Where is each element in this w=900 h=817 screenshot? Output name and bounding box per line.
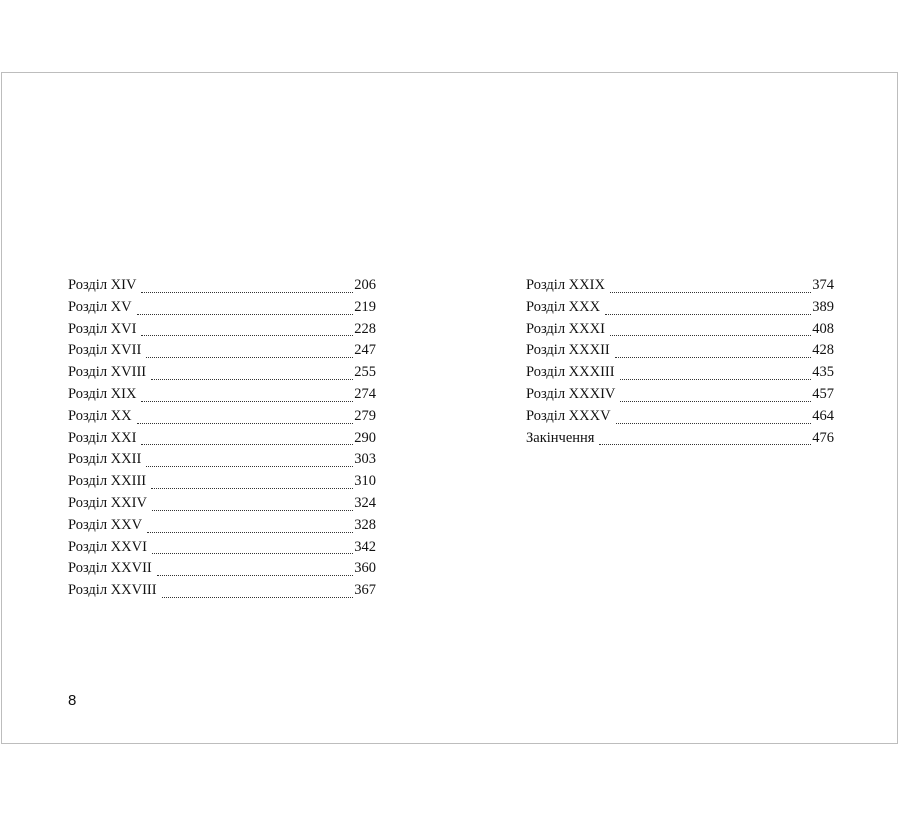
toc-entry	[526, 340, 834, 362]
toc-left-column	[68, 275, 376, 602]
toc-entry-label: Розділ XX	[68, 407, 132, 424]
toc-entry	[526, 384, 834, 406]
toc-entry-page-number: 476	[812, 429, 834, 446]
toc-entry-label: Розділ XXXIII	[526, 364, 615, 381]
toc-dot-leader	[152, 553, 353, 554]
toc-entry-page-number: 219	[354, 298, 376, 315]
toc-dot-leader	[610, 335, 811, 336]
toc-entry-label: Розділ XVII	[68, 342, 142, 359]
toc-dot-leader	[137, 423, 354, 424]
toc-entry-label: Розділ XVI	[68, 320, 137, 337]
toc-entry-label: Розділ XXIX	[526, 277, 605, 293]
toc-entry	[68, 406, 376, 428]
toc-entry-page-number: 206	[354, 277, 376, 293]
toc-entry	[68, 428, 376, 450]
toc-entry-label: Розділ XXXII	[526, 342, 610, 359]
toc-dot-leader	[147, 532, 353, 533]
toc-dot-leader	[162, 597, 354, 598]
page-number: 8	[68, 692, 77, 709]
toc-dot-leader	[616, 423, 812, 424]
toc-entry	[68, 362, 376, 384]
toc-entry-page-number: 324	[354, 494, 376, 511]
toc-entry-page-number: 255	[354, 364, 376, 381]
toc-entry	[68, 449, 376, 471]
toc-entry	[526, 406, 834, 428]
toc-entry-label: Розділ XXV	[68, 516, 143, 533]
toc-dot-leader	[615, 357, 811, 358]
toc-dot-leader	[137, 314, 354, 315]
toc-entry-label: Розділ XV	[68, 298, 132, 315]
toc-entry-label: Розділ XXIV	[68, 494, 147, 511]
toc-entry-page-number: 457	[812, 385, 834, 402]
toc-entry	[68, 515, 376, 537]
toc-entry-page-number: 310	[354, 473, 376, 490]
toc-entry	[68, 558, 376, 580]
toc-entry-label: Закінчення	[526, 429, 595, 446]
toc-dot-leader	[146, 466, 353, 467]
toc-entry-page-number: 328	[354, 516, 376, 533]
toc-dot-leader	[152, 510, 353, 511]
toc-entry-page-number: 408	[812, 320, 834, 337]
toc-entry	[68, 471, 376, 493]
toc-dot-leader	[620, 401, 811, 402]
toc-entry-label: Розділ XXVI	[68, 538, 147, 555]
toc-dot-leader	[141, 335, 353, 336]
toc-dot-leader	[151, 379, 353, 380]
toc-dot-leader	[599, 444, 811, 445]
toc-entry-label: Розділ XXII	[68, 451, 142, 468]
toc-entry	[68, 340, 376, 362]
toc-entry-label: Розділ XVIII	[68, 364, 147, 381]
toc-entry-label: Розділ XXIII	[68, 473, 147, 490]
toc-entry-label: Розділ XXXIV	[526, 385, 616, 402]
toc-entry-label: Розділ XXVII	[68, 560, 152, 577]
toc-entry-label: Розділ XXVIII	[68, 582, 157, 599]
toc-dot-leader	[610, 292, 811, 293]
toc-dot-leader	[151, 488, 353, 489]
toc-dot-leader	[141, 444, 353, 445]
toc-dot-leader	[157, 575, 353, 576]
toc-dot-leader	[620, 379, 812, 380]
toc-entry-page-number: 247	[354, 342, 376, 359]
toc-entry-page-number: 435	[812, 364, 834, 381]
toc-entry	[68, 580, 376, 602]
toc-dot-leader	[141, 292, 353, 293]
toc-entry	[526, 428, 834, 450]
toc-entry-page-number: 464	[812, 407, 834, 424]
toc-dot-leader	[605, 314, 811, 315]
toc-entry-label: Розділ XIX	[68, 385, 137, 402]
toc-entry	[526, 319, 834, 341]
book-page-spread	[1, 72, 898, 744]
toc-entry-page-number: 389	[812, 298, 834, 315]
toc-entry-page-number: 274	[354, 385, 376, 402]
toc-entry-label: Розділ XXI	[68, 429, 137, 446]
toc-entry-label: Розділ XXX	[526, 298, 601, 315]
toc-entry-page-number: 279	[354, 407, 376, 424]
toc-right-column	[526, 275, 834, 449]
toc-entry	[68, 537, 376, 559]
toc-entry-page-number: 367	[354, 582, 376, 599]
toc-entry-label: Розділ XXXV	[526, 407, 611, 424]
toc-entry-page-number: 303	[354, 451, 376, 468]
toc-entry	[68, 493, 376, 515]
toc-entry-label: Розділ XIV	[68, 277, 137, 293]
toc-entry-page-number: 374	[812, 277, 834, 293]
toc-entry-page-number: 342	[354, 538, 376, 555]
toc-entry	[68, 297, 376, 319]
toc-entry-page-number: 360	[354, 560, 376, 577]
toc-dot-leader	[141, 401, 353, 402]
toc-entry	[68, 384, 376, 406]
toc-entry	[68, 319, 376, 341]
toc-entry	[526, 362, 834, 384]
toc-dot-leader	[146, 357, 353, 358]
toc-entry	[68, 275, 376, 297]
toc-entry-page-number: 290	[354, 429, 376, 446]
toc-entry-page-number: 428	[812, 342, 834, 359]
toc-entry-label: Розділ XXXI	[526, 320, 605, 337]
toc-entry	[526, 275, 834, 297]
toc-entry-page-number: 228	[354, 320, 376, 337]
toc-entry	[526, 297, 834, 319]
